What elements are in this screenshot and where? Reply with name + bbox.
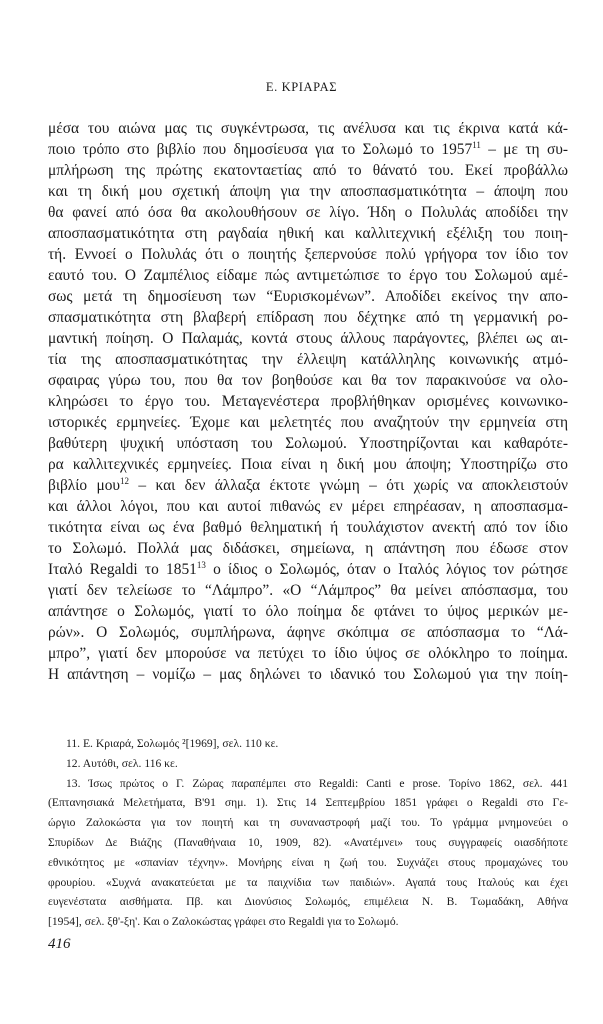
- body-line: ιστορικές ερμηνείες. Έχομε και μελετητές που αναζητούν την ερμηνεία στη: [48, 414, 568, 431]
- footnote-11: 11. Ε. Κριαρά, Σολωμός ²[1969], σελ. 110 κε.: [66, 737, 279, 750]
- footnote-13-cont: φρουρίου. «Συχνά ανακατεύεται με τα παιχνίδια των παιδιών». Αγαπά τους Ιταλούς και έχει: [48, 875, 568, 889]
- body-line: αποσπασματικότητα στη ραγδαία ηθική και καλλιτεχνική εξέλιξη του ποιη-: [48, 225, 568, 242]
- body-line: απάντησε ο Σολωμός, γιατί το όλο ποίημα δε φτάνει το ύψος μερικών με-: [48, 603, 568, 620]
- footnote-ref[interactable]: 11: [472, 140, 481, 150]
- body-line: μαντική ποίηση. Ο Παλαμάς, κοντά στους άλλους παράγοντες, βλέπει ως αι-: [48, 330, 568, 347]
- body-line: βαθύτερη ψυχική υπόσταση του Σολωμού. Υποστηρίζονται και καθαρότε-: [48, 435, 568, 452]
- body-line: μπλήρωση της πρώτης εκατονταετίας από το θάνατό του. Εκεί προβάλλω: [48, 162, 568, 179]
- footnote-13-cont: [1954], σελ. ξθ'-ξη'. Και ο Ζαλοκώστας γράφει στο Regaldi για το Σολωμό.: [48, 915, 399, 929]
- footnote-13-cont: ευγενέστατα αισθήματα. Πβ. και Διονύσιος Σολωμός, επιμέλεια Ν. Β. Τωμαδάκη, Αθήνα: [48, 895, 568, 909]
- footnote-ref[interactable]: 13: [196, 560, 206, 570]
- body-line: τή. Εννοεί ο Πολυλάς ότι ο ποιητής ξεπερνούσε πολύ γρήγορα τον ίδιο τον: [48, 246, 568, 263]
- body-line: τία της αποσπασματικότητας την έλλειψη κατάλληλης κοινωνικής ατμό-: [48, 351, 568, 368]
- body-line: θα φανεί από όσα θα ακολουθήσουν σε λίγο. Ήδη ο Πολυλάς αποδίδει την: [48, 204, 568, 221]
- footnote-13-cont: εθνικότητος με «σπανίαν τέχνην». Μονήρης είναι η ζωή του. Συχνάζει στους προμαχώνες του: [48, 855, 568, 869]
- body-text: [48, 118, 568, 685]
- body-line: Η απάντηση – νομίζω – μας δηλώνει το ιδανικό του Σολωμού για την ποίη-: [48, 666, 568, 683]
- footnotes: [48, 734, 568, 932]
- footnote-12: 12. Αυτόθι, σελ. 116 κε.: [66, 756, 178, 770]
- body-line: και άλλοι λόγοι, που και αυτοί πιθανώς εν μέρει επηρέασαν, η αποσπασμα-: [48, 498, 568, 515]
- body-line: μέσα του αιώνα μας τις συγκέντρωσα, τις ανέλυσα και τις έκρινα κατά κά-: [48, 120, 568, 137]
- body-line: γιατί δεν τελείωσε το “Λάμπρο”. «Ο “Λάμπρος” θα μείνει απόσπασμα, του: [48, 582, 568, 599]
- footnote-13: 13. Ίσως πρώτος ο Γ. Ζώρας παραπέμπει στο Regaldi: Canti e prose. Τορίνο 1862, σελ. 441: [66, 776, 568, 790]
- body-line: μπρο”, γιατί δεν μπορούσε να πετύχει το ίδιο ύψος σε ολόκληρο το ποίημα.: [48, 645, 568, 662]
- body-line: βιβλίο μου$^{12}$ – και δεν άλλαξα έκτοτε γνώμη – ότι χωρίς να αποκλειστούν: [48, 476, 569, 494]
- running-head: Ε. ΚΡΙΑΡΑΣ: [265, 80, 338, 94]
- body-line: σως μετά τη δημοσίευση των “Ευρισκομένων”. Αποδίδει εκείνος την απο-: [48, 288, 568, 305]
- body-line: κληρώσει το έργο του. Μεταγενέστερα προβλήθηκαν ορισμένες κοινωνικο-: [48, 393, 568, 410]
- footnote-13-cont: (Επτανησιακά Μελετήματα, Β'91 σημ. 1). Στις 14 Σεπτεμβρίου 1851 γράφει ο Regaldi στο Γε-: [48, 796, 568, 810]
- footnote-13-cont: ώργιο Ζαλοκώστα για τον ποιητή και τη συναναστροφή μαζί του. Το γράμμα μνημονεύει ο: [48, 816, 568, 830]
- body-line: Ιταλό Regaldi το 1851$^{13}$ ο ίδιος ο Σολωμός, όταν ο Ιταλός λόγιος τον ρώτησε: [48, 560, 568, 578]
- body-line: τικότητα είναι ως ένα βαθμό θεληματική ή τουλάχιστον ανεκτή από τον ίδιο: [48, 519, 568, 536]
- footnote-ref[interactable]: 12: [120, 476, 130, 486]
- page-number: 416: [48, 936, 71, 952]
- body-line: ποιο τρόπο στο βιβλίο που δημοσίευσα για το Σολωμό το 1957$^{11}$ – με τη συ-: [48, 140, 568, 158]
- body-line: και τη δική μου σχετική άποψη για την αποσπασματικότητα – άποψη που: [48, 183, 568, 200]
- body-line: σφαιρας γύρω του, που θα τον βοηθούσε και θα τον παρακινούσε να ολο-: [48, 372, 568, 389]
- body-line: ρα καλλιτεχνικές ερμηνείες. Ποια είναι η δική μου άποψη; Υποστηρίζω στο: [48, 456, 568, 473]
- body-line: ρών». Ο Σολωμός, συμπλήρωνα, άφηνε σκόπιμα σε απόσπασμα το “Λά-: [48, 624, 568, 641]
- footnote-13-cont: Σπυρίδων Δε Βιάζης (Παναθήναια 10, 1909, 82). «Ανατέμνει» τους συγγραφείς οιασδήποτε: [48, 835, 568, 849]
- body-line: εαυτό του. Ο Ζαμπέλιος είδαμε πώς αντιμετώπισε το έργο του Σολωμού αμέ-: [48, 267, 568, 284]
- body-line: σπασματικότητα στη βλαβερή επίδραση που δέχτηκε από τη γερμανική ρο-: [48, 309, 568, 326]
- body-line: το Σολωμό. Πολλά μας διδάσκει, σημείωνα, η απάντηση που έδωσε στον: [48, 540, 568, 557]
